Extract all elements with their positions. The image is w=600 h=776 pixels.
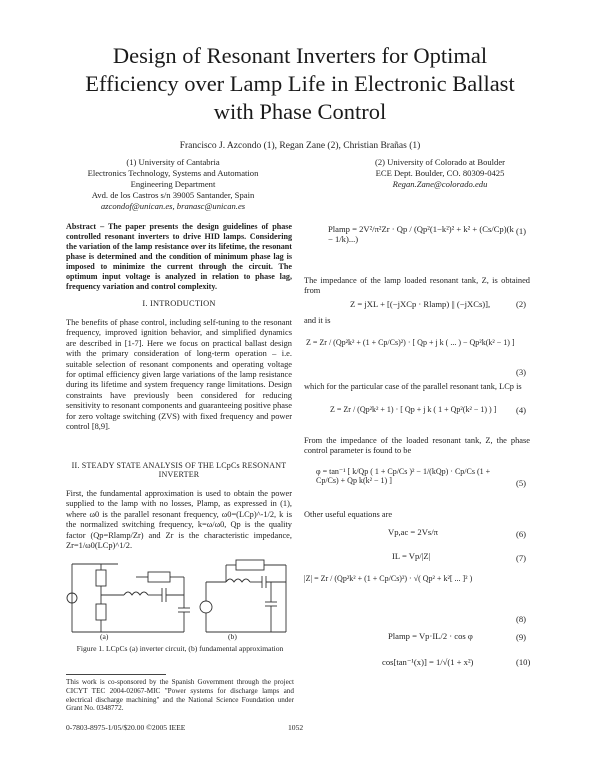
footnote-rule — [66, 674, 166, 675]
equation-number: (9) — [516, 632, 527, 642]
circuit-diagram — [66, 552, 294, 644]
affiliation-line: Engineering Department — [130, 179, 216, 189]
affiliation-line: Regan.Zane@colorado.edu — [392, 179, 488, 189]
equation-2: Z = jXL + [(−jXCp · Rlamp) || (−jXCs)], — [350, 299, 491, 309]
abstract: Abstract – The paper presents the design guidelines of phase controlled resonant inverters to drive HID lamps. Considering the variation of the lamp resistance over its lifetime, the resonant phase is determined and the condition of minimum phase lag is imposed to minimize the current through the circuit. The optimum input voltage is analyzed in relation to phase lag, frequency variation and control complexity. — [66, 222, 292, 291]
figure-label-a: (a) — [100, 632, 109, 641]
equation-number: (6) — [516, 529, 527, 539]
equation-3: Z = Zr / (Qp²k² + (1 + Cp/Cs)²) · [ Qp + j k ( ... ) − Qp²k(k² − 1) ] — [306, 338, 515, 347]
author-list: Francisco J. Azcondo (1), Regan Zane (2), Christian Brañas (1) — [179, 141, 421, 151]
affiliation-right — [325, 157, 555, 190]
equation-9: Plamp = Vp·IL/2 · cos φ — [388, 631, 473, 641]
title-line: Design of Resonant Inverters for Optimal — [112, 43, 488, 68]
footnote: This work is co-sponsored by the Spanish Government through the project CICYT TEC 2004-02067-MIC "Power systems for discharge lamps and electrical discharge machining" and the National Science Foundation under Grant No. 0348772. — [66, 678, 294, 713]
heading-line: II. STEADY STATE ANALYSIS OF THE LCpCs RESONANT — [71, 461, 287, 470]
equation-number: (5) — [516, 478, 527, 488]
affiliation-line: azcondof@unican.es, branasc@unican.es — [100, 201, 246, 211]
copyright-line: 0-7803-8975-1/05/$20.00 ©2005 IEEE — [66, 723, 186, 732]
equation-number: (10) — [516, 657, 531, 667]
equation-1: Plamp = 2V²/π²Zr · Qp / (Qp²(1−k²)² + k² + (Cs/Cp)(k − 1/k)...) — [328, 224, 514, 244]
paragraph-other-equations: Other useful equations are — [304, 510, 393, 519]
equation-10: cos[tan⁻¹(x)] = 1/√(1 + x²) — [382, 657, 474, 667]
equation-7: IL = Vp/|Z| — [392, 551, 431, 561]
page-number: 1052 — [288, 723, 304, 732]
paper-title — [40, 42, 560, 126]
equation-4: Z = Zr / (Qp²k² + 1) · [ Qp + j k ( 1 + Qp²(k² − 1) ) ] — [330, 405, 497, 414]
paragraph-and-it-is: and it is — [304, 316, 331, 325]
heading-line: INVERTER — [158, 470, 200, 479]
figure-caption: Figure 1. LCpCs (a) inverter circuit, (b) fundamental approximation — [76, 644, 284, 653]
affiliation-line: Avd. de los Castros s/n 39005 Santander, Spain — [91, 190, 255, 200]
affiliation-line: Electronics Technology, Systems and Automation — [87, 168, 259, 178]
paragraph-impedance: The impedance of the lamp loaded resonant tank, Z, is obtained from — [304, 276, 530, 296]
equation-number: (7) — [516, 553, 527, 563]
section-heading-introduction: I. INTRODUCTION — [142, 299, 216, 308]
equation-8: |Z| = Zr / (Qp²k² + (1 + Cp/Cs)²) · √( Qp² + k²[ ... ]² ) — [304, 574, 473, 583]
equation-6: Vp,ac = 2Vs/π — [388, 527, 438, 537]
equation-number: (1) — [516, 226, 527, 236]
title-line: Efficiency over Lamp Life in Electronic Ballast — [85, 71, 515, 96]
affiliation-line: ECE Dept. Boulder, CO. 80309-0425 — [375, 168, 505, 178]
equation-number: (4) — [516, 405, 527, 415]
steady-state-text: First, the fundamental approximation is used to obtain the power supplied to the lamp with no losses, Plamp, as expressed in (1), where ω0 is the parallel resonant frequency, ω0=(LCp)^-1/2, k is the normalized switching frequency, k=ω/ω0, Qp is the quality factor (Qp=Rlamp/Zr) and Zr is the characteristic impedance, Zr=1/ω0(LCp)^1/2. — [66, 489, 292, 551]
section-heading-steady-state — [66, 461, 292, 479]
affiliation-line: (2) University of Colorado at Boulder — [374, 157, 506, 167]
equation-number: (2) — [516, 299, 527, 309]
affiliation-line: (1) University of Cantabria — [126, 157, 220, 167]
figure-label-b: (b) — [228, 632, 237, 641]
introduction-text: The benefits of phase control, including self-tuning to the resonant frequency, improved ignition behavior, and simplified dynamics are described in [1-7]. Here we focus on practical ballast design with the primary consideration of long-term operation – i.e. suitable selection of resonant components and operating voltage for optimal efficiency given large variations of the lamp resistance during its lifetime and system frequency range limitations. Design constraints have previously been considered for reducing sensitivity to resonant components and guaranteeing positive phase for zero voltage switching (ZVS) with fixed frequency and power control [8,9]. — [66, 318, 292, 432]
equation-number: (8) — [516, 614, 527, 624]
figure-1 — [66, 552, 294, 644]
equation-number: (3) — [516, 367, 527, 377]
paragraph-phase-control: From the impedance of the loaded resonant tank, Z, the phase control parameter is found to be — [304, 436, 530, 456]
paragraph-parallel-case: which for the particular case of the parallel resonant tank, LCp is — [304, 382, 522, 391]
title-line: with Phase Control — [213, 99, 387, 124]
equation-5: φ = tan⁻¹ [ k/Qp ( 1 + Cp/Cs )² − 1/(kQp) · Cp/Cs (1 + Cp/Cs) + Qp k(k² − 1) ] — [316, 467, 491, 485]
affiliation-left — [58, 157, 288, 212]
